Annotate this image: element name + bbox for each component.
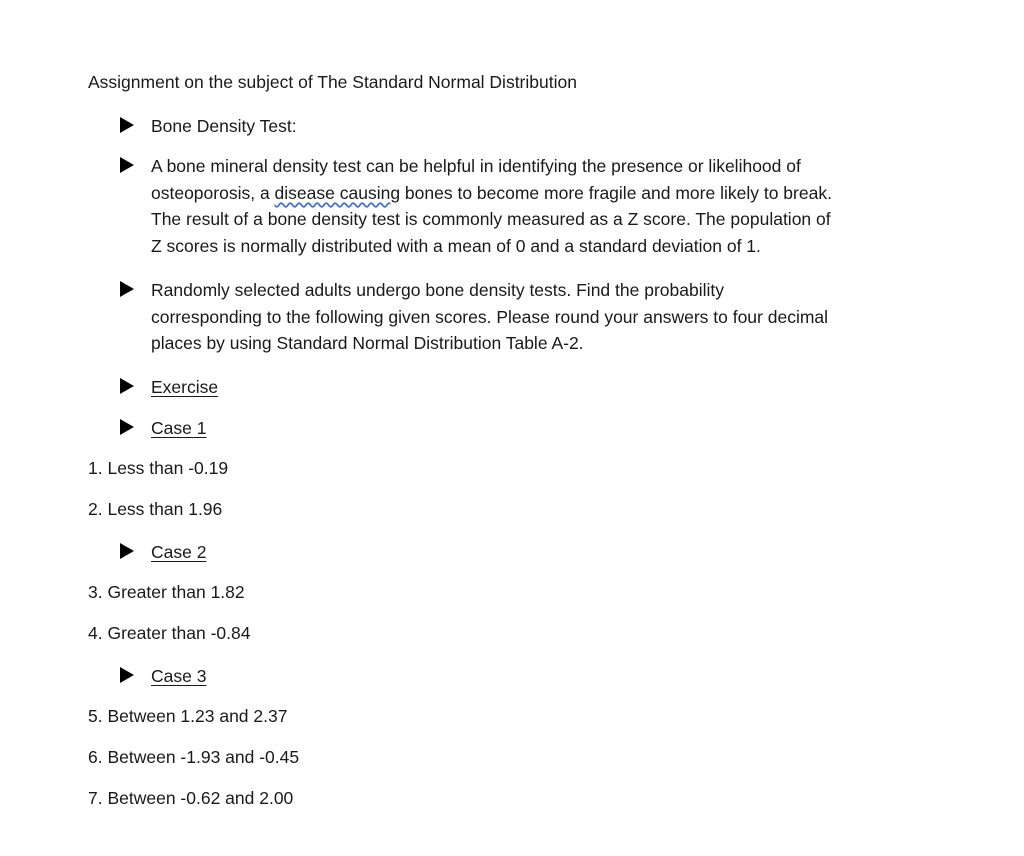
- question-6: 6. Between -1.93 and -0.45: [88, 747, 300, 767]
- question-3: 3. Greater than 1.82: [88, 582, 245, 602]
- bullet-topic-text: Bone Density Test:: [151, 116, 297, 136]
- paragraph-1-line-2-end: bones to become more fragile and more likely to break.: [400, 182, 832, 203]
- paragraph-1-line-2: [151, 180, 832, 207]
- question-1: 1. Less than -0.19: [88, 458, 229, 478]
- triangle-bullet-icon: [120, 157, 134, 173]
- case-1-heading: Case 1: [151, 418, 207, 438]
- triangle-bullet-icon: [120, 117, 134, 133]
- paragraph-1-line-2-start: osteoporosis, a: [151, 182, 275, 203]
- triangle-bullet-icon: [120, 281, 134, 297]
- case-3-heading: Case 3: [151, 666, 207, 686]
- paragraph-1-line-1: A bone mineral density test can be helpful in identifying the presence or likelihood of: [151, 156, 801, 176]
- paragraph-1-text: [151, 153, 832, 259]
- paragraph-2-line-1: Randomly selected adults undergo bone density tests. Find the probability: [151, 280, 724, 300]
- document-title: Assignment on the subject of The Standard Normal Distribution: [88, 72, 577, 92]
- question-4: 4. Greater than -0.84: [88, 623, 251, 643]
- triangle-bullet-icon: [120, 543, 134, 559]
- paragraph-1-line-4: Z scores is normally distributed with a mean of 0 and a standard deviation of 1.: [151, 235, 761, 256]
- paragraph-2-line-2: corresponding to the following given scores. Please round your answers to four decimal: [151, 306, 829, 327]
- case-2-heading: Case 2: [151, 542, 207, 562]
- spellcheck-flagged-phrase[interactable]: disease causing: [274, 182, 401, 203]
- paragraph-2-text: [151, 277, 828, 357]
- question-2: 2. Less than 1.96: [88, 499, 223, 519]
- triangle-bullet-icon: [120, 378, 134, 394]
- exercise-heading: Exercise: [151, 377, 219, 397]
- triangle-bullet-icon: [120, 419, 134, 435]
- paragraph-2-line-3: places by using Standard Normal Distribution Table A-2.: [151, 333, 584, 353]
- question-7: 7. Between -0.62 and 2.00: [88, 788, 294, 808]
- paragraph-1-line-3: The result of a bone density test is commonly measured as a Z score. The population of: [151, 209, 831, 229]
- question-5: 5. Between 1.23 and 2.37: [88, 706, 288, 726]
- triangle-bullet-icon: [120, 667, 134, 683]
